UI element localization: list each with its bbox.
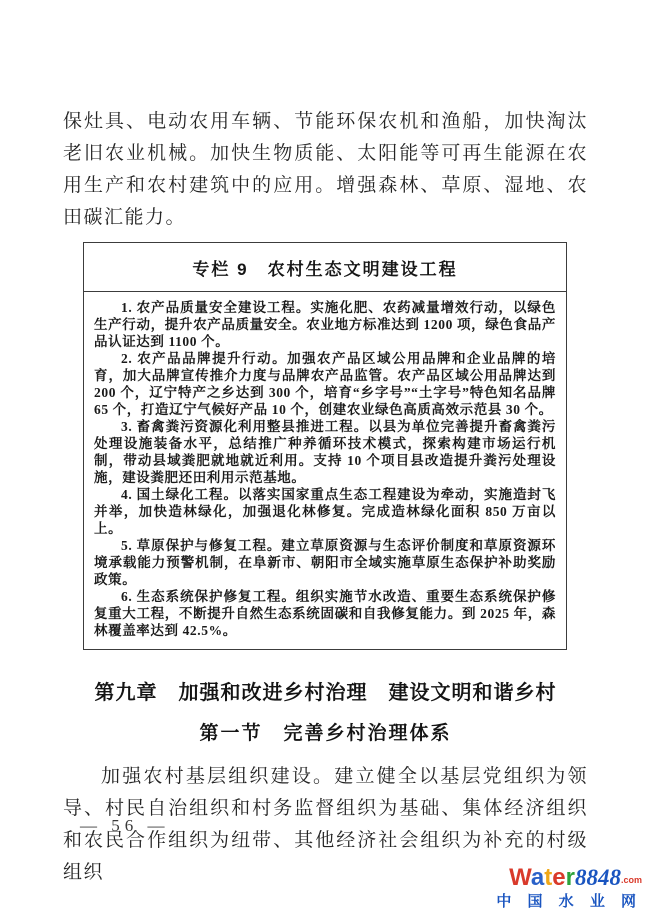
box-item-4: 4. 国土绿化工程。以落实国家重点生态工程建设为牵动，实施造封飞并举，加快造林绿化，加强退化林修复。完成造林绿化面积 850 万亩以上。 (94, 487, 556, 536)
watermark-letter-t: t (544, 864, 553, 891)
watermark-logo (496, 866, 642, 909)
page-number: — 56 — (80, 816, 170, 835)
watermark-letter-e: e (552, 864, 566, 891)
watermark-subtitle: 中 国 水 业 网 (496, 893, 642, 910)
paragraph-top: 保灶具、电动农用车辆、节能环保农机和渔船，加快淘汰老旧农业机械。加快生物质能、太阳能等可再生能源在农用生产和农村建筑中的应用。增强森林、草原、湿地、农田碳汇能力。 (63, 111, 588, 228)
watermark-number: 8848 (574, 865, 621, 890)
box-item-6: 6. 生态系统保护修复工程。组织实施节水改造、重要生态系统保护修复重大工程，不断提升自然生态系统固碳和自我修复能力。到 2025 年，森林覆盖率达到 42.5%。 (94, 589, 556, 638)
column-box-title: 专栏 9 农村生态文明建设工程 (84, 243, 566, 292)
watermark-letter-r: r (565, 864, 575, 891)
watermark-dotcom: .com (620, 875, 642, 885)
box-item-2: 2. 农产品品牌提升行动。加强农产品区域公用品牌和企业品牌的培育，加大品牌宣传推介力度与品牌农产品监管。农产品区域公用品牌达到 200 个，辽宁特产之乡达到 300 个，培育“乡字号”“土字号”特色知名品牌 65 个，打造辽宁气候好产品 10 个，创建农业绿色高质高效示范县 30 个。 (94, 351, 556, 417)
paragraph-bottom: 加强农村基层组织建设。建立健全以基层党组织为领导、村民自治组织和村务监督组织为基础、集体经济组织和农民合作组织为纽带、其他经济社会组织为补充的村级组织 (63, 766, 588, 883)
column-9-box (83, 242, 567, 650)
column-box-body (84, 292, 566, 649)
watermark-wordmark (496, 866, 642, 890)
box-item-1: 1. 农产品质量安全建设工程。实施化肥、农药减量增效行动，以绿色生产行动，提升农产品质量安全。农业地方标准达到 1200 项，绿色食品产品认证达到 1100 个。 (94, 300, 556, 349)
box-item-3: 3. 畜禽粪污资源化利用整县推进工程。以县为单位完善提升畜禽粪污处理设施装备水平，总结推广种养循环技术模式，探索构建市场运行机制，带动县域粪肥就地就近利用。支持 10 个项目县改造提升粪污处理设施，建设粪肥还田利用示范基地。 (94, 419, 556, 485)
box-item-5: 5. 草原保护与修复工程。建立草原资源与生态评价制度和草原资源环境承载能力预警机制，在阜新市、朝阳市全域实施草原生态保护补助奖励政策。 (94, 538, 556, 587)
watermark-letter-w: W (509, 864, 531, 891)
chapter-heading: 第九章 加强和改进乡村治理 建设文明和谐乡村 (94, 682, 557, 704)
section-heading: 第一节 完善乡村治理体系 (199, 723, 452, 744)
watermark-letter-a: a (530, 864, 545, 891)
